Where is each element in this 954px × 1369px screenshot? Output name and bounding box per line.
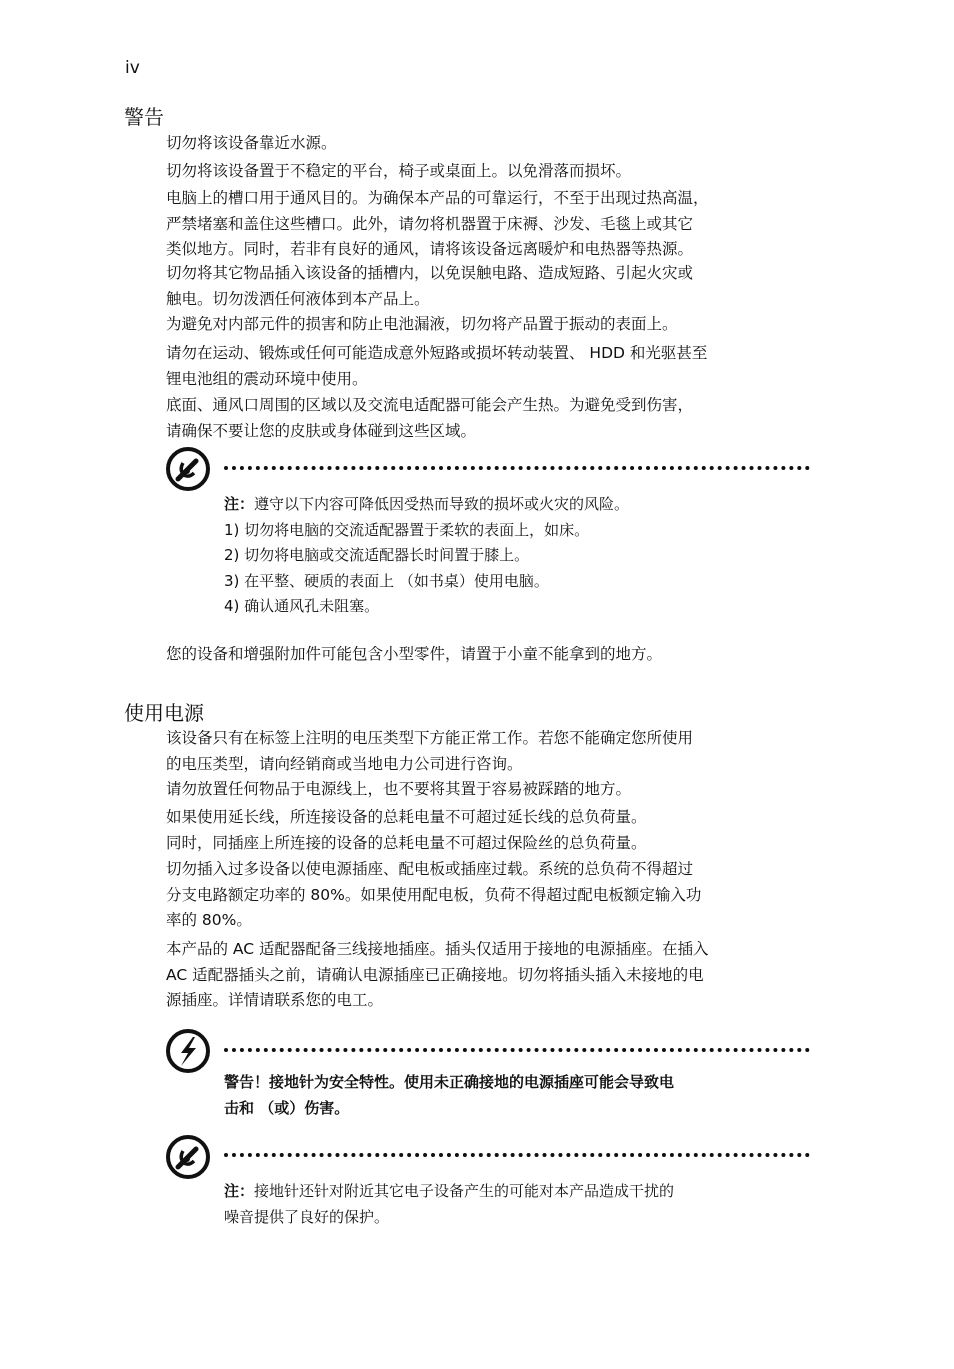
section-heading-power: 使用电源: [124, 701, 204, 725]
paragraph: 请勿放置任何物品于电源线上，也不要将其置于容易被踩踏的地方。: [166, 780, 632, 798]
paragraph: 本产品的 AC 适配器配备三线接地插座。插头仅适用于接地的电源插座。在插入 AC 适配器插头之前，请确认电源插座已正确接地。切勿将插头插入未接地的电 源插座。详情请联系您的电工。: [166, 940, 709, 1009]
note-divider: [224, 1153, 810, 1157]
warning-divider: [224, 1048, 810, 1052]
paragraph: 您的设备和增强附加件可能包含小型零件，请置于小童不能拿到的地方。: [166, 645, 663, 663]
note-label: 注：: [224, 1182, 255, 1200]
paragraph: 该设备只有在标签上注明的电压类型下方能正常工作。若您不能确定您所使用 的电压类型，请向经销商或当地电力公司进行咨询。: [166, 729, 694, 773]
note-icon: [165, 1134, 211, 1180]
list-item: 3) 在平整、硬质的表面上 （如书桌）使用电脑。: [224, 571, 549, 590]
paragraph: 底面、通风口周围的区域以及交流电适配器可能会产生热。为避免受到伤害， 请确保不要让您的皮肤或身体碰到这些区域。: [166, 396, 694, 440]
paragraph: 为避免对内部元件的损害和防止电池漏液，切勿将产品置于振动的表面上。: [166, 315, 678, 333]
section-heading-warning: 警告: [124, 105, 164, 129]
note-content: 注：接地针还针对附近其它电子设备产生的可能对本产品造成干扰的 噪音提供了良好的保护。: [224, 1182, 675, 1226]
note-label: 注：: [224, 495, 255, 513]
paragraph: 切勿将该设备靠近水源。: [166, 134, 337, 152]
page-number: iv: [125, 58, 140, 78]
note-divider: [224, 466, 810, 470]
lightning-warning-icon: [165, 1028, 211, 1074]
note-icon: [165, 446, 211, 492]
paragraph: 请勿在运动、锻炼或任何可能造成意外短路或损坏转动装置、 HDD 和光驱甚至 锂电池组的震动环境中使用。: [166, 344, 708, 388]
note-content: 注：遵守以下内容可降低因受热而导致的损坏或火灾的风险。 1) 切勿将电脑的交流适配器置于柔软的表面上，如床。 2) 切勿将电脑或交流适配器长时间置于膝上。 3) 在平整、硬质的表面上 （如书桌）使用电脑。 4) 确认通风孔未阻塞。: [224, 492, 814, 620]
paragraph: 切勿将其它物品插入该设备的插槽内，以免误触电路、造成短路、引起火灾或 触电。切勿泼洒任何液体到本产品上。: [166, 264, 694, 308]
list-item: 4) 确认通风孔未阻塞。: [224, 597, 380, 615]
paragraph: 电脑上的槽口用于通风目的。为确保本产品的可靠运行，不至于出现过热高温， 严禁堵塞和盖住这些槽口。此外，请勿将机器置于床褥、沙发、毛毯上或其它 类似地方。同时，若非有良好的通风，请将该设备远离暖炉和电热器等热源。: [166, 189, 709, 258]
warning-content: 警告！接地针为安全特性。使用未正确接地的电源插座可能会导致电 击和 （或）伤害。: [224, 1073, 675, 1117]
paragraph: 如果使用延长线，所连接设备的总耗电量不可超过延长线的总负荷量。 同时，同插座上所连接的设备的总耗电量不可超过保险丝的总负荷量。: [166, 808, 647, 852]
paragraph: 切勿将该设备置于不稳定的平台，椅子或桌面上。以免滑落而损坏。: [166, 162, 632, 180]
list-item: 2) 切勿将电脑或交流适配器长时间置于膝上。: [224, 546, 530, 564]
list-item: 1) 切勿将电脑的交流适配器置于柔软的表面上，如床。: [224, 520, 590, 539]
paragraph: 切勿插入过多设备以使电源插座、配电板或插座过载。系统的总负荷不得超过 分支电路额定功率的 80%。如果使用配电板，负荷不得超过配电板额定输入功 率的 80%。: [166, 860, 702, 929]
